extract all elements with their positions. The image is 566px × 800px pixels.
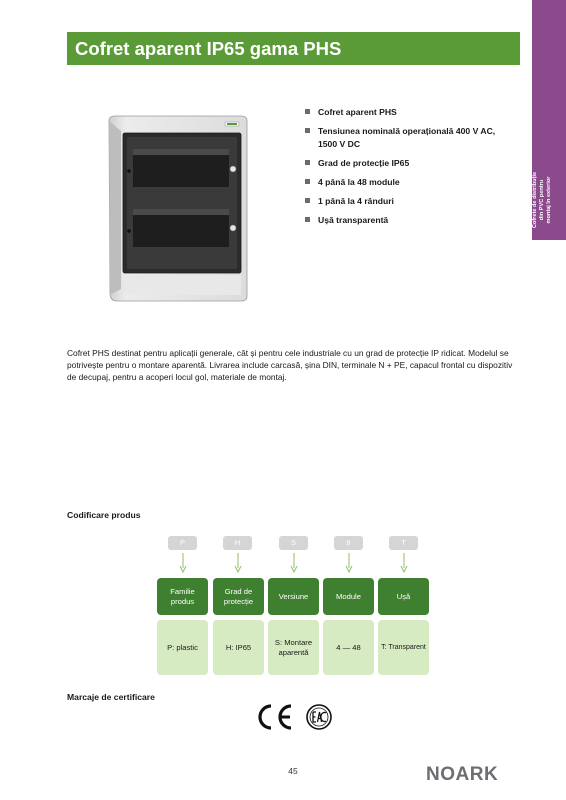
title-bar <box>67 32 520 65</box>
code-letter-box: 8 <box>334 536 363 550</box>
code-value-box: T: Transparent <box>378 620 429 675</box>
bullet-icon <box>305 179 310 184</box>
code-value-box: 4 — 48 <box>323 620 374 675</box>
bullet-icon <box>305 198 310 203</box>
description-paragraph: Cofret PHS destinat pentru aplicații generale, cât și pentru cele industriale cu un grad de protecție IP ridicat. Modelul se potrivește pentru o montare aparentă. Livrarea include carcasă, șina DIN, terminale N + PE, capacul frontal cu dispozitiv de decupaj, pentru a acoperi locul gol, materiale de montaj. <box>67 348 513 382</box>
feature-item: 1 până la 4 rânduri <box>305 195 515 208</box>
brand-logo: NOARK <box>426 764 499 785</box>
arrow-down-icon <box>179 553 187 573</box>
page-number: 45 <box>288 766 298 776</box>
code-category-box: Ușă <box>378 578 429 615</box>
eac-mark-icon <box>304 702 334 732</box>
bullet-icon <box>305 160 310 165</box>
feature-item: Ușă transparentă <box>305 214 515 227</box>
code-category-box: Grad de protecție <box>213 578 264 615</box>
code-letter-box: P <box>168 536 197 550</box>
feature-list <box>305 106 515 233</box>
bullet-icon <box>305 217 310 222</box>
arrow-down-icon <box>345 553 353 573</box>
bullet-icon <box>305 128 310 133</box>
side-tab-label: Cofrete de distribuție din PVC pentru montaj în exterior <box>532 171 552 229</box>
feature-item: Grad de protecție IP65 <box>305 157 515 170</box>
code-letter-box: H <box>223 536 252 550</box>
code-category-box: Module <box>323 578 374 615</box>
code-category-box: Versiune <box>268 578 319 615</box>
arrow-down-icon <box>234 553 242 573</box>
feature-item: 4 până la 48 module <box>305 176 515 189</box>
code-value-box: H: IP65 <box>213 620 264 675</box>
arrow-down-icon <box>400 553 408 573</box>
arrow-down-icon <box>290 553 298 573</box>
coding-section-label: Codificare produs <box>67 510 141 520</box>
code-letter-box: S <box>279 536 308 550</box>
code-letter-box: T <box>389 536 418 550</box>
feature-item: Cofret aparent PHS <box>305 106 515 119</box>
bullet-icon <box>305 109 310 114</box>
code-value-box: S: Montare aparentă <box>268 620 319 675</box>
side-tab-label-wrap <box>530 160 566 240</box>
page-title: Cofret aparent IP65 gama PHS <box>75 38 342 59</box>
code-value-box: P: plastic <box>157 620 208 675</box>
code-category-box: Familie produs <box>157 578 208 615</box>
feature-item: Tensiunea nominală operațională 400 V AC, 1500 V DC <box>305 125 515 150</box>
ce-mark-icon <box>255 702 295 732</box>
product-image <box>105 113 251 303</box>
certification-section-label: Marcaje de certificare <box>67 692 155 702</box>
